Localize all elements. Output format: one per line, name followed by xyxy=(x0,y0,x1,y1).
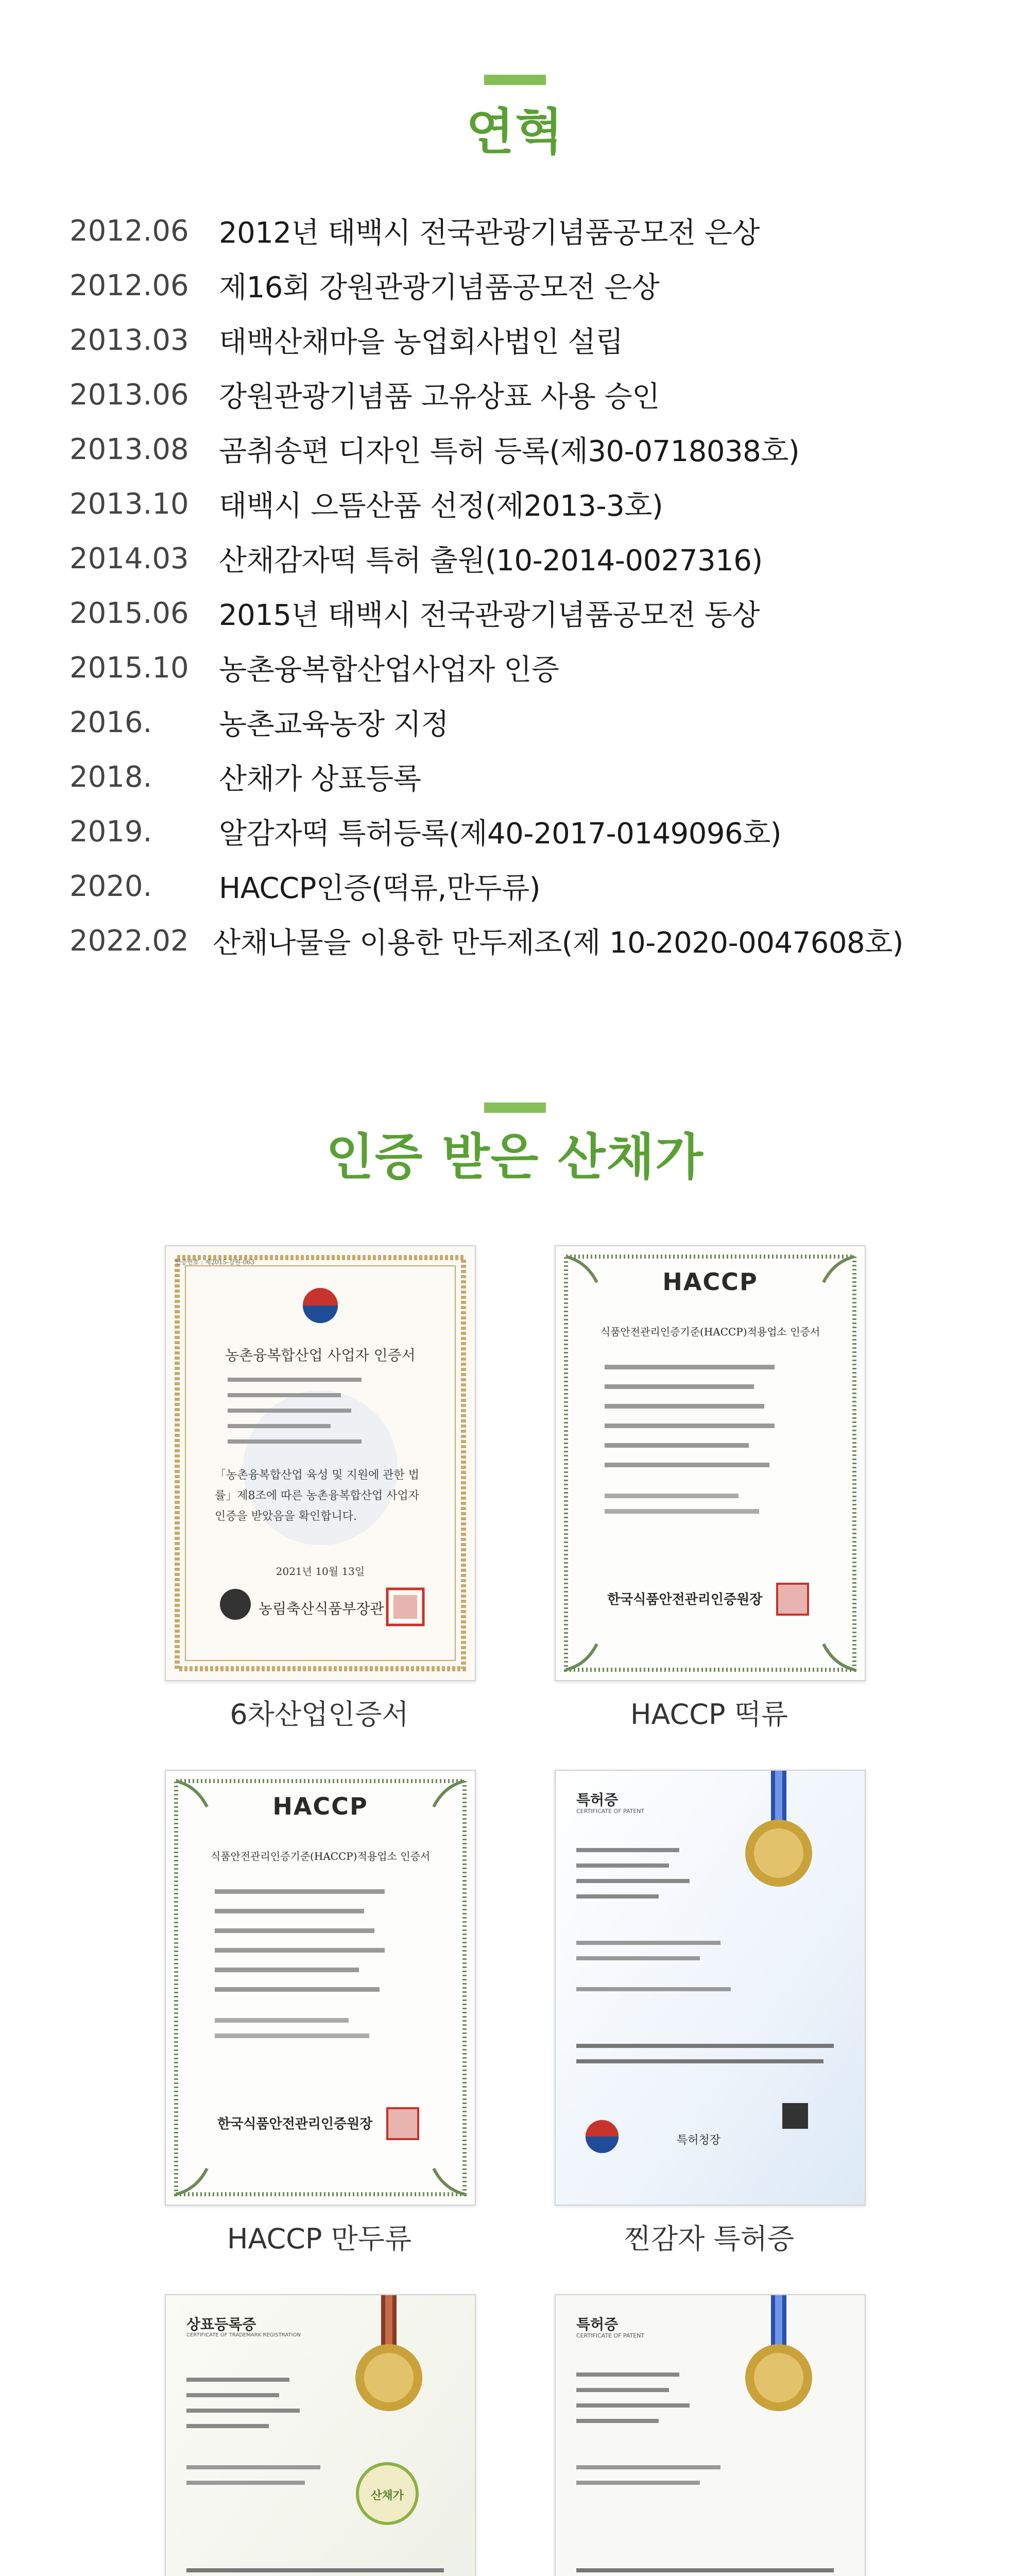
history-item xyxy=(70,313,903,367)
history-item xyxy=(70,258,903,313)
history-date: 2019. xyxy=(70,815,152,849)
caption-haccp-dumpling: HACCP 만두류 xyxy=(227,2223,412,2255)
history-date: 2013.06 xyxy=(70,378,189,412)
trademark-logo: 산채가 xyxy=(371,2489,404,2502)
history-item xyxy=(70,913,903,968)
history-item xyxy=(70,204,903,258)
history-date: 2013.03 xyxy=(70,323,189,357)
history-item xyxy=(70,859,903,913)
cert-title-bar xyxy=(484,1103,546,1113)
history-date: 2015.10 xyxy=(70,651,189,685)
caption-6th-industry: 6차산업인증서 xyxy=(230,1698,409,1731)
history-description: HACCP인증(떡류,만두류) xyxy=(219,872,541,905)
history-title: 연혁 xyxy=(466,103,564,161)
history-date: 2013.08 xyxy=(70,432,189,466)
history-description: 농촌교육농장 지정 xyxy=(219,708,449,741)
history-item xyxy=(70,804,903,859)
history-description: 알감자떡 특허등록(제40-2017-0149096호) xyxy=(219,817,782,851)
cert-title: 인증 받은 산채가 xyxy=(326,1128,704,1186)
certificate-drawing xyxy=(166,1771,475,2205)
history-description: 제16회 강원관광기념품공모전 은상 xyxy=(219,271,660,304)
history-description: 산채나물을 이용한 만두제조(제 10-2020-0047608호) xyxy=(213,926,904,960)
history-date: 2022.02 xyxy=(70,924,189,958)
certificate-body: 「농촌융복합산업 육성 및 지원에 관한 법률」제8조에 따른 농촌융복합산업 사업자 인증을 받았음을 확인합니다. xyxy=(215,1469,420,1523)
certificate-title: 특허증 xyxy=(576,1791,619,1808)
history-item xyxy=(70,750,903,804)
history-date: 2012.06 xyxy=(70,214,189,248)
certificate-number: 인증번호 : 제2015-강원-063 xyxy=(175,1259,255,1266)
history-date: 2020. xyxy=(70,869,152,903)
history-date: 2018. xyxy=(70,760,152,794)
history-list xyxy=(70,204,903,968)
history-item xyxy=(70,477,903,531)
history-description: 곰취송편 디자인 특허 등록(제30-0718038호) xyxy=(219,435,800,468)
certificate-date: 2021년 10월 13일 xyxy=(276,1565,365,1578)
certificate-drawing xyxy=(556,1246,865,1680)
certificate-issuer: 한국식품안전관리인증원장 xyxy=(607,1592,763,1607)
history-item xyxy=(70,695,903,750)
history-description: 2012년 태백시 전국관광기념품공모전 은상 xyxy=(219,216,760,250)
certificate-issuer: 특허청장 xyxy=(677,2134,721,2147)
history-item xyxy=(70,640,903,695)
haccp-banner: HACCP xyxy=(662,1268,758,1296)
history-description: 강원관광기념품 고유상표 사용 승인 xyxy=(219,380,660,414)
history-item xyxy=(70,367,903,422)
certificate-image-haccp-dumpling xyxy=(165,1770,476,2206)
certificate-title: 식품안전관리인증기준(HACCP)적용업소 인증서 xyxy=(600,1326,820,1338)
certificate-image-potato-rice-cake-patent xyxy=(555,2294,866,2576)
history-description: 태백시 으뜸산품 선정(제2013-3호) xyxy=(219,489,663,523)
certificate-subtitle: CERTIFICATE OF PATENT xyxy=(576,1808,645,1815)
certificate-title: 식품안전관리인증기준(HACCP)적용업소 인증서 xyxy=(210,1850,431,1862)
certificate-image-trademark xyxy=(165,2294,476,2576)
certificate-image-6th-industry xyxy=(165,1245,476,1681)
history-description: 농촌융복합산업사업자 인증 xyxy=(219,653,559,687)
certificate-title: 농촌융복합산업 사업자 인증서 xyxy=(225,1347,416,1364)
history-date: 2015.06 xyxy=(70,596,189,630)
certificate-image-steamed-potato-patent xyxy=(555,1770,866,2206)
certificate-subtitle: CERTIFICATE OF TRADEMARK REGISTRATION xyxy=(186,2332,301,2338)
history-item xyxy=(70,586,903,640)
history-item xyxy=(70,422,903,477)
history-description: 태백산채마을 농업회사법인 설립 xyxy=(219,326,623,359)
caption-haccp-rice-cake: HACCP 떡류 xyxy=(630,1698,788,1731)
history-description: 2015년 태백시 전국관광기념품공모전 동상 xyxy=(219,599,760,632)
history-item xyxy=(70,531,903,586)
certificate-subtitle: CERTIFICATE OF PATENT xyxy=(576,2332,645,2339)
caption-steamed-potato-patent: 찐감자 특허증 xyxy=(624,2223,795,2255)
history-date: 2014.03 xyxy=(70,541,189,575)
history-date: 2016. xyxy=(70,705,152,739)
history-date: 2012.06 xyxy=(70,268,189,302)
history-description: 산채가 상표등록 xyxy=(219,762,421,796)
history-date: 2013.10 xyxy=(70,487,189,521)
certificate-issuer: 농림축산식품부장관 xyxy=(259,1600,384,1617)
haccp-banner: HACCP xyxy=(272,1792,368,1820)
certificate-issuer: 한국식품안전관리인증원장 xyxy=(217,2116,373,2132)
certificate-image-haccp-rice-cake xyxy=(555,1245,866,1681)
history-description: 산채감자떡 특허 출원(10-2014-0027316) xyxy=(219,544,763,578)
history-title-bar xyxy=(484,75,546,85)
certificate-title: 특허증 xyxy=(576,2316,619,2333)
certificate-title: 상표등록증 xyxy=(186,2316,256,2333)
